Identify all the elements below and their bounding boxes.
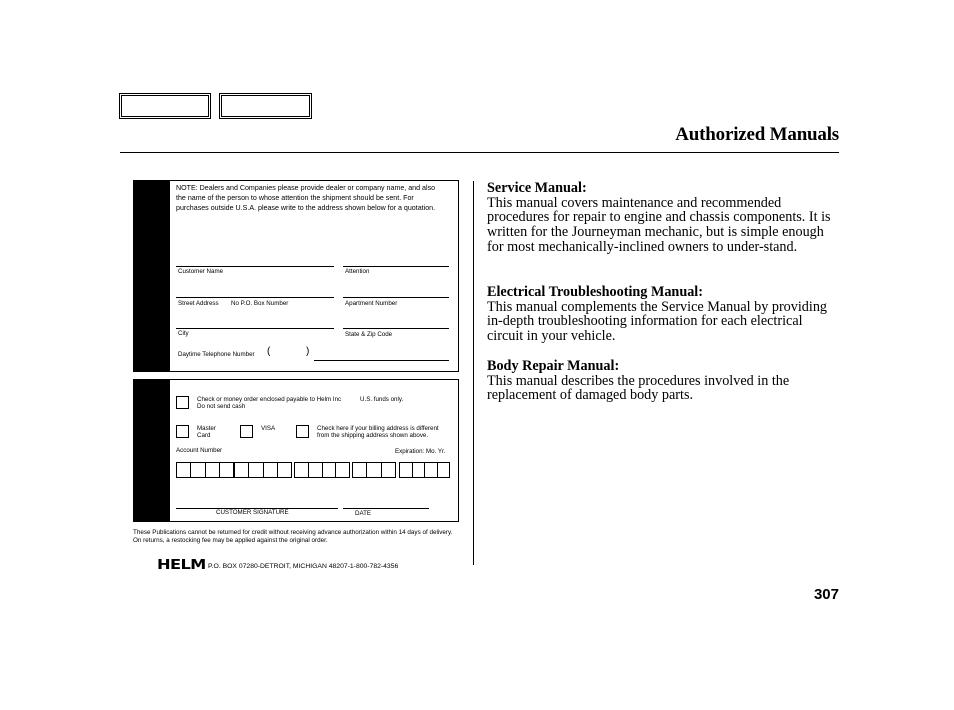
no-cash-label: Do not send cash [197, 403, 246, 410]
check-label: Check or money order enclosed payable to Helm Inc [197, 396, 342, 403]
helm-logo: HELM [157, 558, 206, 573]
header-rule [120, 152, 839, 153]
phone-open-paren: ( [267, 346, 271, 357]
account-number-field-1[interactable] [176, 462, 234, 478]
visa-checkbox[interactable] [240, 425, 253, 438]
signature-label: CUSTOMER SIGNATURE [216, 509, 289, 516]
section-heading: Service Manual: [487, 180, 587, 196]
section-heading: Electrical Troubleshooting Manual: [487, 284, 703, 300]
mastercard-label-2: Card [197, 432, 211, 439]
customer-name-line[interactable] [176, 266, 334, 267]
expiration-label: Expiration: Mo. Yr. [395, 448, 446, 455]
street-address-line[interactable] [176, 297, 334, 298]
mastercard-checkbox[interactable] [176, 425, 189, 438]
attention-label: Attention [345, 268, 370, 275]
dealer-note: NOTE: Dealers and Companies please provide dealer or company name, and also the name of the person to whose attention the shipment should be sent. For purchases outside U.S.A. please write to the address shown below for a quotation. [176, 184, 436, 212]
form-side-bar-2 [134, 380, 170, 521]
date-label: DATE [355, 510, 372, 517]
account-number-field-3[interactable] [294, 462, 350, 478]
no-po-box-label: No P.O. Box Number [231, 300, 289, 307]
state-zip-line[interactable] [343, 328, 449, 329]
city-line[interactable] [176, 328, 334, 329]
mailing-address: P.O. BOX 07280-DETROIT, MICHIGAN 48207-1-800-782-4356 [208, 563, 399, 570]
section-heading: Body Repair Manual: [487, 358, 620, 374]
nav-tab-2[interactable] [219, 93, 312, 119]
return-disclaimer: These Publications cannot be returned for credit without receiving advance authorization within 14 days of delivery. On returns, a restocking fee may be applied against the original order. [133, 529, 453, 544]
account-number-label: Account Number [176, 447, 223, 454]
billing-label-1: Check here if your billing address is different [317, 425, 439, 432]
expiration-field[interactable] [399, 462, 450, 478]
phone-line[interactable] [314, 360, 449, 361]
check-payment-checkbox[interactable] [176, 396, 189, 409]
city-label: City [178, 330, 189, 337]
street-address-label: Street Address [178, 300, 219, 307]
customer-name-label: Customer Name [178, 268, 224, 275]
account-number-field-4[interactable] [352, 462, 396, 478]
visa-label: VISA [261, 425, 276, 432]
state-zip-label: State & Zip Code [345, 331, 393, 338]
section-body: This manual complements the Service Manual by providing in-depth troubleshooting information for each electrical circuit in your vehicle. [487, 298, 828, 345]
form-side-bar [134, 181, 170, 371]
mastercard-label-1: Master [197, 425, 216, 432]
section-body: This manual describes the procedures involved in the replacement of damaged body parts. [487, 372, 790, 404]
section-body: This manual covers maintenance and recommended procedures for repair to engine and chassis components. It is written for the Journeyman mechanic, but is simple enough for most mechanically-inclined owners to under-stand. [487, 194, 831, 255]
column-divider [473, 181, 474, 565]
date-line[interactable] [343, 508, 429, 509]
body-repair-manual-section [487, 359, 839, 403]
nav-tab-1[interactable] [119, 93, 211, 119]
page-number: 307 [813, 586, 839, 603]
electrical-manual-section [487, 285, 839, 344]
page-title: Authorized Manuals [675, 124, 839, 145]
apartment-line[interactable] [343, 297, 449, 298]
account-number-field-2[interactable] [234, 462, 292, 478]
phone-close-paren: ) [306, 346, 310, 357]
service-manual-section [487, 181, 839, 255]
us-funds-label: U.S. funds only. [360, 396, 404, 403]
phone-label: Daytime Telephone Number [178, 351, 255, 358]
billing-label-2: from the shipping address shown above. [317, 432, 429, 439]
billing-different-checkbox[interactable] [296, 425, 309, 438]
apartment-label: Apartment Number [345, 300, 398, 307]
attention-line[interactable] [343, 266, 449, 267]
